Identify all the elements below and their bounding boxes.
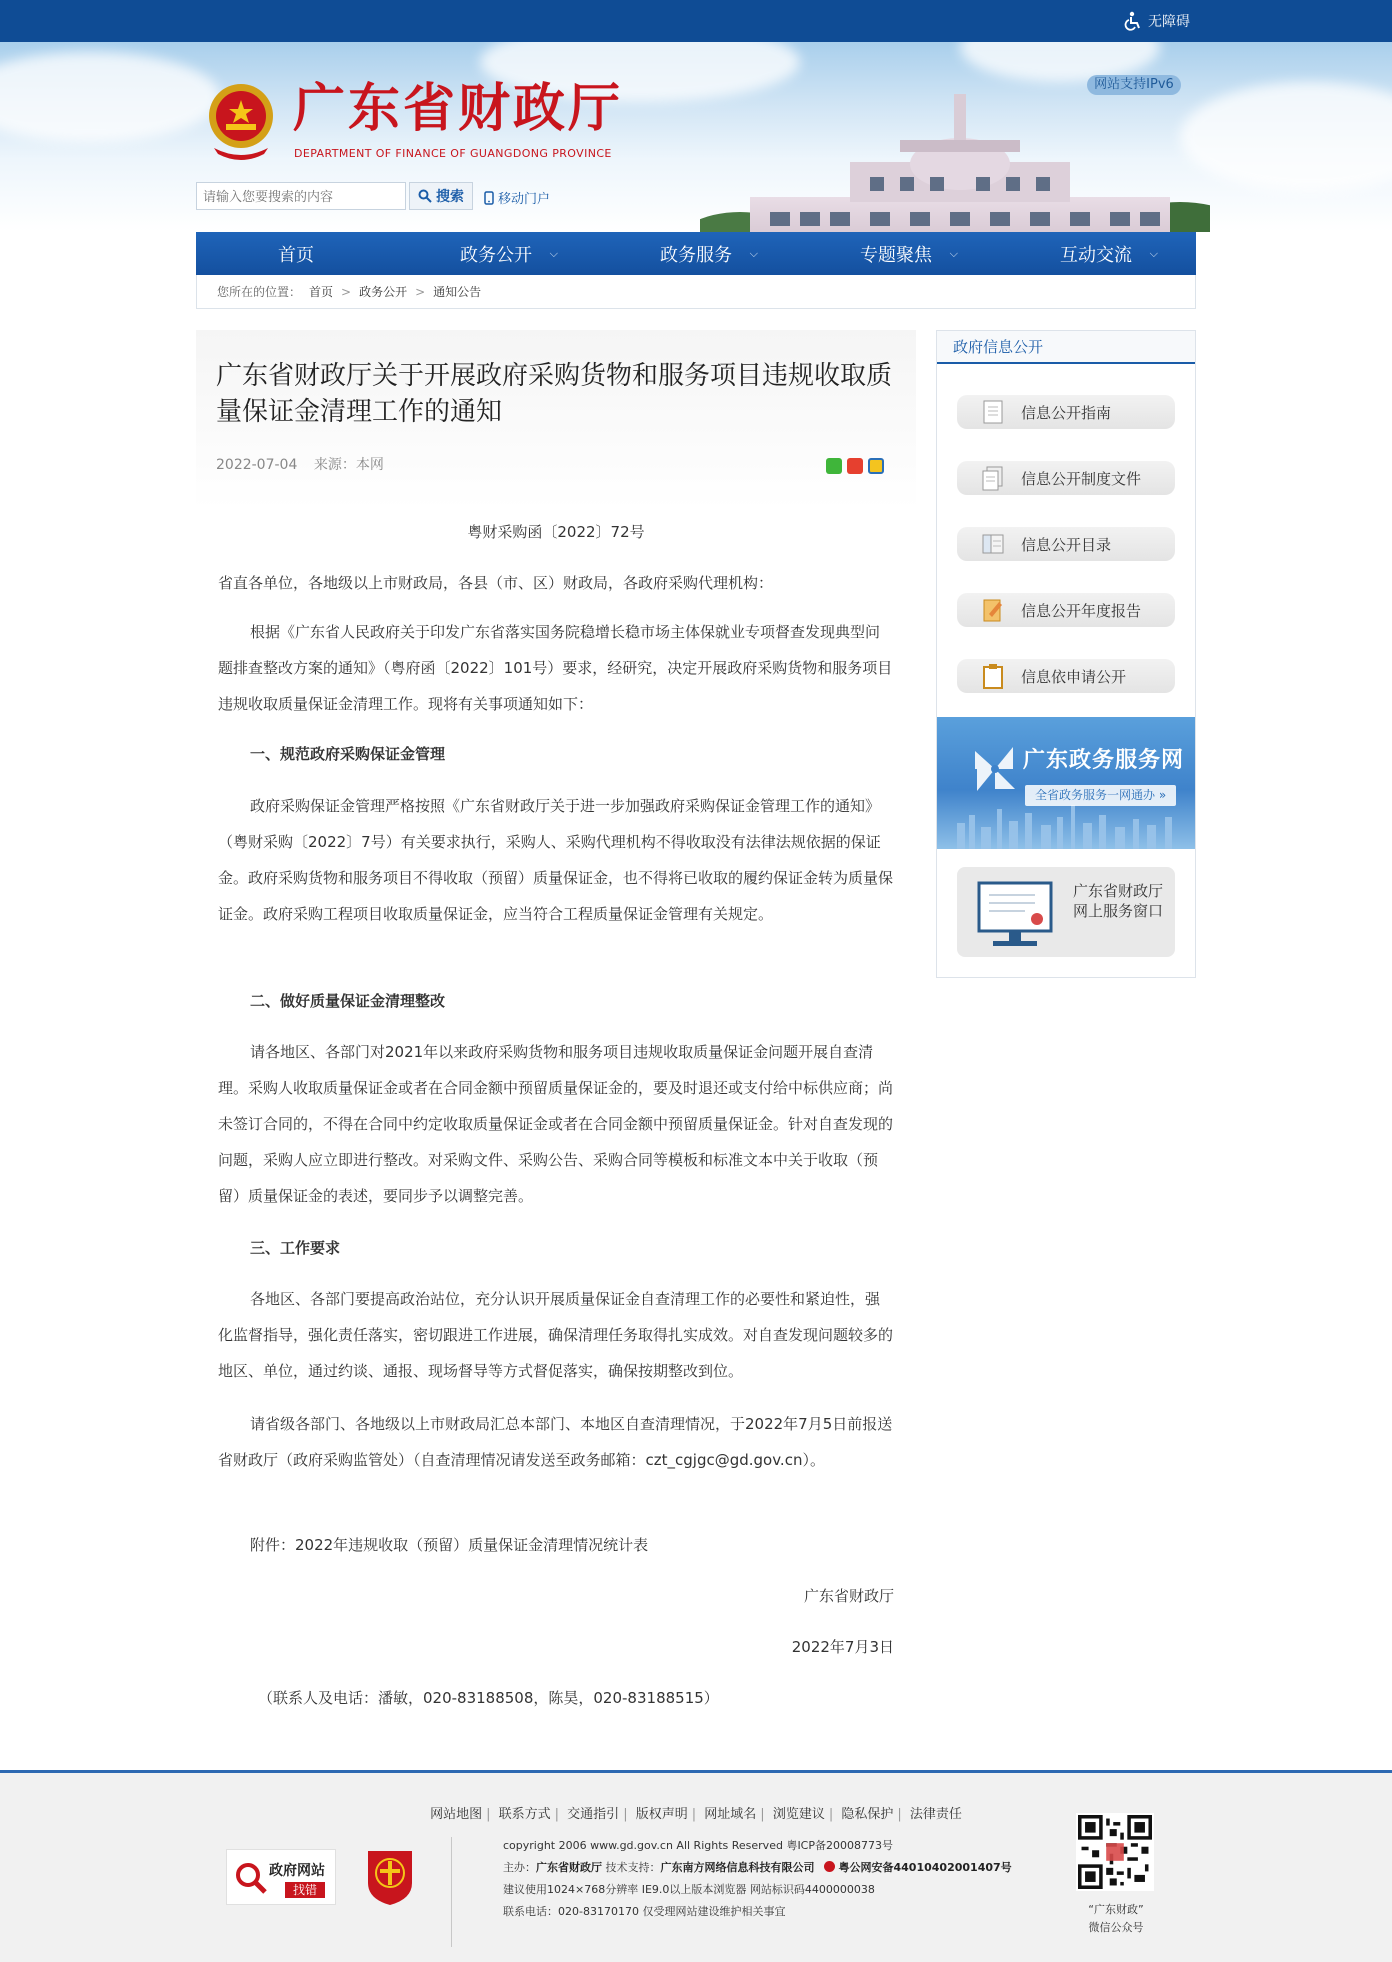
footer xyxy=(0,1770,1392,1962)
sidebar-info-guide[interactable] xyxy=(957,395,1175,429)
police-record[interactable]: 粤公网安备44010402001407号 xyxy=(838,1861,1012,1874)
guangdong-services-subtitle: 全省政务服务一网通办 » xyxy=(1025,785,1176,806)
qr-caption-line-1: “广东财政” xyxy=(1088,1903,1144,1916)
section-heading-2: 二、做好质量保证金清理整改 xyxy=(250,992,446,1010)
catalog-icon xyxy=(979,530,1007,558)
monitor-icon xyxy=(975,879,1055,951)
sidebar-button-label: 信息公开目录 xyxy=(1021,535,1112,554)
recipients: 省直各单位，各地级以上市财政局，各县（市、区）财政局，各政府采购代理机构： xyxy=(218,574,774,592)
site-title: 广东省财政厅 xyxy=(293,78,624,139)
breadcrumb-government-affairs[interactable]: 政务公开 xyxy=(359,285,408,299)
national-emblem xyxy=(204,80,278,160)
chevron-down-icon: ⌵ xyxy=(549,247,558,260)
ipv6-badge: 网站支持IPv6 xyxy=(1087,75,1181,95)
document-icon xyxy=(979,398,1007,426)
wheelchair-icon xyxy=(1124,11,1142,31)
online-service-window-text: 广东省财政厅网上服务窗口 xyxy=(1073,882,1164,920)
main-nav xyxy=(196,232,1196,275)
signature-date: 2022年7月3日 xyxy=(791,1638,894,1656)
breadcrumb-separator: > xyxy=(341,284,352,299)
police-badge-icon xyxy=(824,1861,835,1872)
report-error-badge[interactable] xyxy=(226,1849,336,1905)
copyright-line: copyright 2006 www.gd.gov.cn All Rights Reserved 粤ICP备20008773号 xyxy=(503,1839,893,1852)
article-meta xyxy=(216,454,384,474)
share-buttons xyxy=(826,458,884,474)
sidebar-button-label: 信息公开制度文件 xyxy=(1021,469,1142,488)
article-source: 来源：本网 xyxy=(313,457,384,473)
search-input[interactable] xyxy=(196,182,406,210)
breadcrumb-home[interactable]: 首页 xyxy=(309,285,334,299)
footer-link-privacy[interactable]: 隐私保护 xyxy=(841,1807,894,1822)
building-illustration xyxy=(700,82,1210,232)
sidebar-info-annual-report[interactable] xyxy=(957,593,1175,627)
sidebar-button-label: 信息公开年度报告 xyxy=(1021,601,1142,620)
sidebar-info-rules[interactable] xyxy=(957,461,1175,495)
party-government-emblem[interactable] xyxy=(364,1845,416,1907)
qr-caption-line-2: 微信公众号 xyxy=(1088,1921,1144,1934)
footer-info xyxy=(503,1835,1012,1923)
section-paragraph-3: 各地区、各部门要提高政治站位，充分认识开展质量保证金自查清理工作的必要性和紧迫性，强化监督指导，强化责任落实，密切跟进工作进展，确保清理任务取得扎实成效。对自查发现问题较多的地区、单位，通过约谈、通报、现场督导等方式督促落实，确保按期整改到位。 xyxy=(218,1290,894,1380)
footer-link-directions[interactable]: 交通指引 xyxy=(567,1807,620,1822)
footer-link-sitemap[interactable]: 网站地图 xyxy=(430,1807,483,1822)
top-bar xyxy=(0,0,1392,42)
mobile-phone-icon xyxy=(484,191,494,205)
article-title: 广东省财政厅关于开展政府采购货物和服务项目违规收取质量保证金清理工作的通知 xyxy=(216,361,893,427)
sidebar-button-label: 信息公开指南 xyxy=(1021,403,1112,422)
document-number: 粤财采购函〔2022〕72号 xyxy=(467,523,645,541)
chevron-down-icon: ⌵ xyxy=(749,247,758,260)
attachment-line: 附件：2022年违规收取（预留）质量保证金清理情况统计表 xyxy=(250,1536,649,1554)
report-error-label-1: 政府网站 xyxy=(269,1863,325,1879)
accessibility-link[interactable] xyxy=(1124,11,1190,31)
online-service-window[interactable] xyxy=(957,867,1175,957)
contact-line: （联系人及电话：潘敏，020-83188508，陈昊，020-83188515） xyxy=(258,1689,719,1707)
host-name: 广东省财政厅 xyxy=(536,1861,602,1874)
guangdong-services-banner[interactable] xyxy=(937,717,1195,849)
report-error-label-2: 找错 xyxy=(285,1882,325,1898)
footer-link-domains[interactable]: 网址域名 xyxy=(704,1807,757,1822)
nav-interaction[interactable] xyxy=(996,232,1196,275)
article xyxy=(196,330,916,1730)
city-skyline-graphic xyxy=(937,717,1195,849)
breadcrumb xyxy=(196,275,1196,309)
footer-link-browser-advice[interactable]: 浏览建议 xyxy=(772,1807,825,1822)
tech-support-name: 广东南方网络信息科技有限公司 xyxy=(660,1861,815,1874)
weibo-share-icon[interactable] xyxy=(847,458,863,474)
chevron-down-icon: ⌵ xyxy=(949,247,958,260)
breadcrumb-prefix: 您所在的位置： xyxy=(217,285,302,299)
nav-government-services[interactable] xyxy=(596,232,796,275)
sidebar-info-request[interactable] xyxy=(957,659,1175,693)
intro-paragraph: 根据《广东省人民政府关于印发广东省落实国务院稳增长稳市场主体保就业专项督查发现典型问题排查整改方案的通知》（粤府函〔2022〕101号）要求，经研究，决定开展政府采购货物和服务项目违规收取质量保证金清理工作。现将有关事项通知如下： xyxy=(218,623,893,713)
section-paragraph-2: 请各地区、各部门对2021年以来政府采购货物和服务项目违规收取质量保证金问题开展自查清理。采购人收取质量保证金或者在合同金额中预留质量保证金的，要及时退还或支付给中标供应商；尚未签订合同的，不得在合同中约定收取质量保证金或者在合同金额中预留质量保证金。针对自查发现的问题，采购人应立即进行整改。对采购文件、采购公告、采购合同等模板和标准文本中关于收取（预留）质量保证金的表述，要同步予以调整完善。 xyxy=(218,1043,894,1205)
search-button[interactable] xyxy=(409,182,473,210)
sidebar-button-label: 信息依申请公开 xyxy=(1021,667,1127,686)
mobile-portal-label: 移动门户 xyxy=(498,192,551,207)
search-button-label: 搜索 xyxy=(436,189,464,205)
search-icon xyxy=(418,189,432,203)
mobile-portal-link[interactable] xyxy=(484,188,550,207)
nav-special-topics[interactable] xyxy=(796,232,996,275)
nav-label: 专题聚焦 xyxy=(860,244,932,266)
section-heading-1: 一、规范政府采购保证金管理 xyxy=(250,745,446,763)
signature: 广东省财政厅 xyxy=(803,1587,894,1605)
footer-link-copyright[interactable]: 版权声明 xyxy=(635,1807,688,1822)
footer-link-contact[interactable]: 联系方式 xyxy=(498,1807,551,1822)
section-paragraph-1: 政府采购保证金管理严格按照《广东省财政厅关于进一步加强政府采购保证金管理工作的通知》（粤财采购〔2022〕7号）有关要求执行，采购人、采购代理机构不得收取没有法律法规依据的保证金。政府采购货物和服务项目不得收取（预留）质量保证金，也不得将已收取的履约保证金转为质量保证金。政府采购工程项目收取质量保证金，应当符合工程质量保证金管理有关规定。 xyxy=(218,797,894,923)
nav-label: 政务服务 xyxy=(660,244,732,266)
report-icon xyxy=(979,596,1007,624)
host-label: 主办： xyxy=(503,1861,536,1874)
nav-home[interactable] xyxy=(196,232,396,275)
site-subtitle: DEPARTMENT OF FINANCE OF GUANGDONG PROVINCE xyxy=(294,147,612,160)
footer-divider xyxy=(451,1837,452,1947)
sidebar-title: 政府信息公开 xyxy=(937,331,1195,364)
host-line xyxy=(503,1857,1012,1879)
nav-government-affairs[interactable] xyxy=(396,232,596,275)
sidebar-info-catalog[interactable] xyxy=(957,527,1175,561)
nav-label: 首页 xyxy=(278,244,314,266)
article-date: 2022-07-04 xyxy=(216,457,298,473)
wechat-share-icon[interactable] xyxy=(826,458,842,474)
clipboard-icon xyxy=(979,662,1007,690)
accessibility-label: 无障碍 xyxy=(1148,14,1190,30)
nav-label: 政务公开 xyxy=(460,244,532,266)
sidebar xyxy=(936,330,1196,978)
footer-links: 网站地图 | 联系方式 | 交通指引 | 版权声明 | 网址域名 | 浏览建议 | 隐私保护 | 法律责任 xyxy=(430,1807,962,1822)
phone-line: 联系电话：020-83170170 仅受理网站建设维护相关事宜 xyxy=(503,1905,786,1918)
qr-caption xyxy=(1058,1901,1174,1937)
magnifier-icon xyxy=(233,1860,269,1896)
breadcrumb-notices[interactable]: 通知公告 xyxy=(433,285,482,299)
section-heading-3: 三、工作要求 xyxy=(250,1239,341,1257)
chevron-down-icon: ⌵ xyxy=(1149,247,1158,260)
report-paragraph: 请省级各部门、各地级以上市财政局汇总本部门、本地区自查清理情况，于2022年7月5日前报送省财政厅（政府采购监管处）（自查清理情况请发送至政务邮箱：czt_cgjgc@gd.gov.cn）。 xyxy=(218,1415,893,1469)
guangdong-services-title: 广东政务服务网 xyxy=(1023,748,1185,773)
nav-label: 互动交流 xyxy=(1060,244,1132,266)
article-header xyxy=(196,330,916,510)
browser-advice-line: 建议使用1024×768分辨率 IE9.0以上版本浏览器 网站标识码4400000038 xyxy=(503,1883,875,1896)
qq-share-icon[interactable] xyxy=(868,458,884,474)
footer-link-legal[interactable]: 法律责任 xyxy=(909,1807,962,1822)
tech-label: 技术支持： xyxy=(602,1861,661,1874)
breadcrumb-separator: > xyxy=(415,284,426,299)
wechat-qr-code xyxy=(1076,1813,1154,1891)
files-icon xyxy=(979,464,1007,492)
